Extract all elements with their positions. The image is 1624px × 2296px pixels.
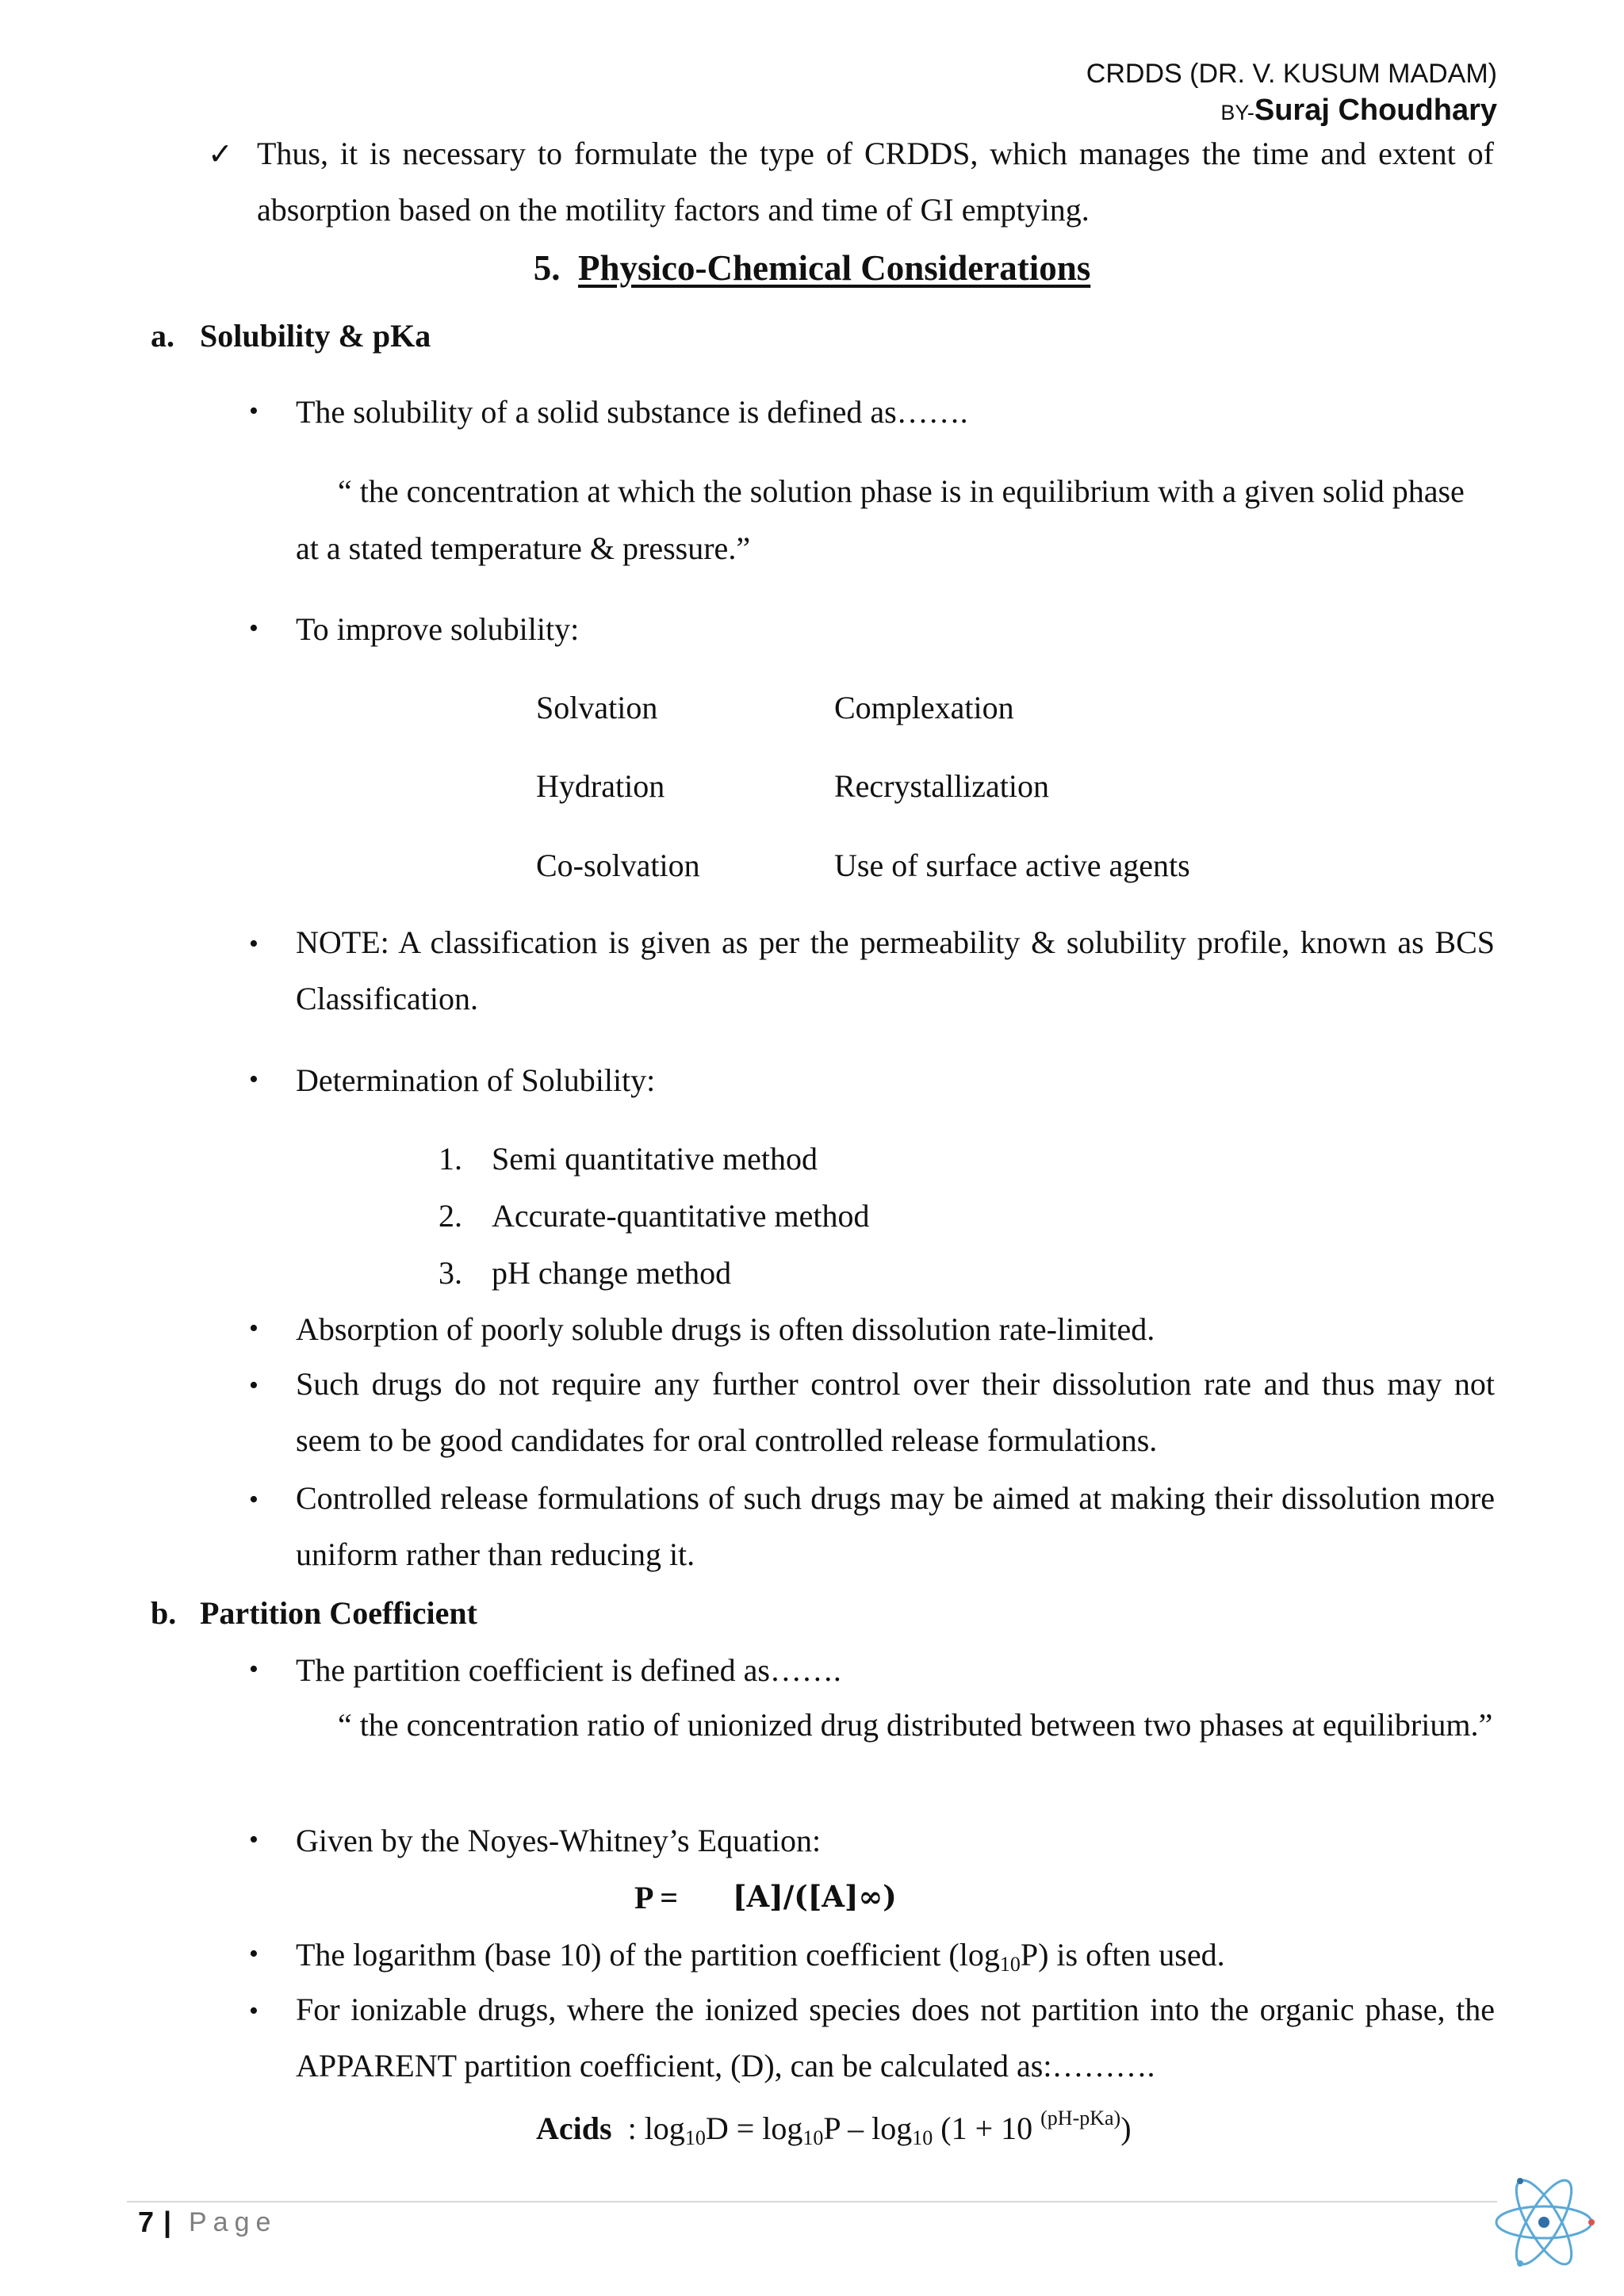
acids-eq-subscript: 10 [684, 2126, 706, 2149]
absorption-text: Absorption of poorly soluble drugs is often dissolution rate-limited. [296, 1311, 1155, 1347]
header-by-prefix: BY- [1220, 101, 1254, 124]
page-word: Page [189, 2207, 278, 2237]
bullet-icon: • [249, 1314, 259, 1343]
acids-eq-subscript: 10 [912, 2126, 933, 2149]
equation-rhs: [A]/([A]∞) [733, 1879, 897, 1914]
subsection-b-title: Partition Coefficient [200, 1595, 477, 1631]
bullet-icon: • [249, 1371, 259, 1400]
log-subscript: 10 [999, 1953, 1021, 1976]
page-separator: | [163, 2206, 172, 2238]
list-number: 2. [439, 1198, 462, 1234]
acids-eq-part: D = log [705, 2110, 803, 2146]
checkmark-icon: ✓ [208, 136, 233, 171]
list-number: 3. [439, 1255, 462, 1291]
method-cell: Solvation [536, 690, 658, 725]
such-drugs-text: Such drugs do not require any further control over their dissolution rate and thus may not seem to be good candidates for oral controlled release formulations. [296, 1366, 1495, 1458]
bullet-icon: • [249, 1655, 259, 1684]
acids-eq-part: ) [1120, 2110, 1132, 2146]
subsection-b-label: b. [151, 1595, 177, 1631]
subsection-a-title: Solubility & pKa [200, 318, 431, 354]
bullet-icon: • [249, 396, 259, 426]
acids-eq-part: : log [627, 2110, 685, 2146]
list-item: pH change method [492, 1255, 732, 1291]
acids-eq-part: P – log [823, 2110, 913, 2146]
bullet-icon: • [249, 1065, 259, 1094]
bcs-note: NOTE: A classification is given as per the permeability & solubility profile, known as BCS Classification. [296, 924, 1495, 1016]
acids-eq-superscript: (pH-pKa) [1040, 2107, 1121, 2130]
header-author [1220, 94, 1497, 128]
bullet-icon: • [249, 1825, 259, 1854]
determination-label: Determination of Solubility: [296, 1062, 656, 1098]
solubility-quote-line1: “ the concentration at which the solution phase is in equilibrium with a given solid phase [338, 473, 1465, 509]
partition-definition-intro: The partition coefficient is defined as……. [296, 1652, 841, 1688]
acids-eq-subscript: 10 [802, 2126, 824, 2149]
method-cell: Use of surface active agents [834, 848, 1190, 883]
subsection-a-label: a. [151, 318, 174, 354]
bullet-icon: • [249, 1485, 259, 1514]
intro-paragraph: Thus, it is necessary to formulate the type of CRDDS, which manages the time and extent of absorption based on the motility factors and time of GI emptying. [257, 136, 1494, 228]
method-cell: Recrystallization [834, 768, 1050, 804]
acids-equation [536, 2107, 1132, 2150]
bullet-icon: • [249, 1939, 259, 1969]
acids-eq-part: (1 + 10 [933, 2110, 1041, 2146]
list-item: Semi quantitative method [492, 1141, 818, 1177]
page-number: 7 [138, 2206, 155, 2238]
bullet-icon: • [249, 1996, 259, 2026]
log-text-pre: The logarithm (base 10) of the partition coefficient (log [296, 1937, 1000, 1973]
method-cell: Hydration [536, 768, 665, 804]
ionizable-drugs-text: For ionizable drugs, where the ionized species does not partition into the organic phase, the APPARENT partition coefficient, (D), can be calculated as:………. [296, 1992, 1495, 2084]
partition-quote: “ the concentration ratio of unionized drug distributed between two phases at equilibrium.” [338, 1707, 1493, 1743]
solubility-quote-line2: at a stated temperature & pressure.” [296, 530, 751, 566]
controlled-release-text: Controlled release formulations of such drugs may be aimed at making their dissolution more uniform rather than reducing it. [296, 1480, 1495, 1572]
list-number: 1. [439, 1141, 462, 1177]
header-author-name: Suraj Choudhary [1254, 94, 1497, 127]
log-text-post: P) is often used. [1020, 1937, 1225, 1973]
section-title: Physico-Chemical Considerations [578, 248, 1091, 288]
improve-solubility-label: To improve solubility: [296, 611, 580, 647]
bullet-icon: • [249, 929, 259, 959]
footer-divider [127, 2201, 1497, 2202]
log-partition-text [296, 1936, 1225, 1976]
equation-lhs: P = [634, 1880, 679, 1915]
list-item: Accurate-quantitative method [492, 1198, 870, 1234]
header-course: CRDDS (DR. V. KUSUM MADAM) [1086, 59, 1497, 89]
acids-label: Acids [536, 2110, 612, 2146]
method-cell: Co-solvation [536, 848, 700, 883]
solubility-definition-intro: The solubility of a solid substance is defined as……. [296, 394, 968, 430]
section-heading [0, 247, 1624, 289]
atom-logo-icon [1491, 2171, 1597, 2274]
noyes-whitney-label: Given by the Noyes-Whitney’s Equation: [296, 1823, 822, 1858]
method-cell: Complexation [834, 690, 1014, 725]
bullet-icon: • [249, 614, 259, 643]
section-number: 5. [533, 248, 561, 288]
